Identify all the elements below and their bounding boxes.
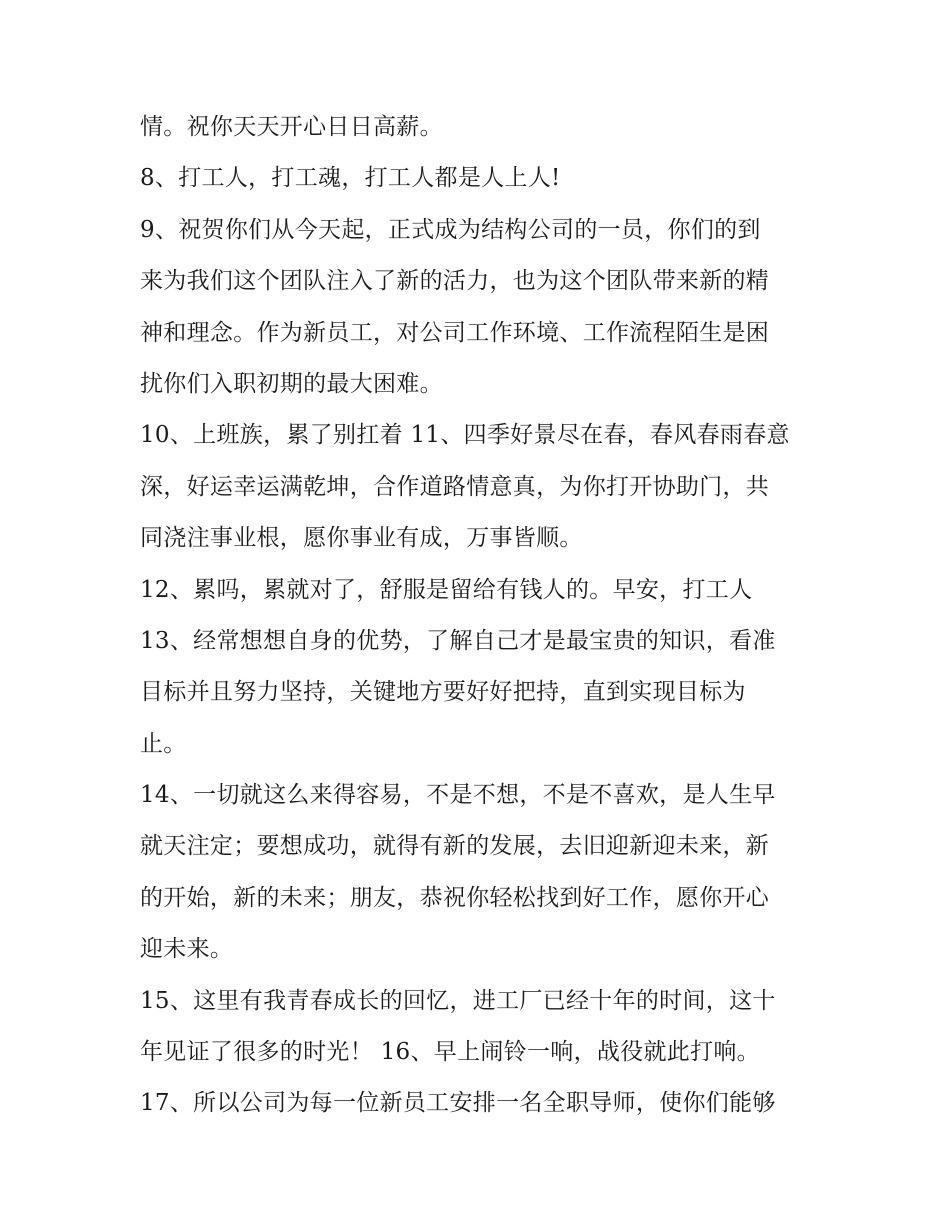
text-line-4: 来为我们这个团队注入了新的活力，也为这个团队带来新的精 <box>140 268 770 295</box>
text-line-9: 同浇注事业根，愿你事业有成，万事皆顺。 <box>140 525 583 552</box>
text-line-15: 就天注定；要想成功，就得有新的发展，去旧迎新迎未来，新 <box>140 833 770 860</box>
text-line-20: 17、所以公司为每一位新员工安排一名全职导师，使你们能够 <box>140 1090 776 1117</box>
text-line-7: 10、上班族，累了别扛着 11、四季好景尽在春，春风春雨春意 <box>140 422 790 449</box>
text-line-18: 15、这里有我青春成长的回忆，进工厂已经十年的时间，这十 <box>140 987 776 1014</box>
text-line-8: 深，好运幸运满乾坤，合作道路情意真，为你打开协助门，共 <box>140 473 770 500</box>
text-line-11: 13、经常想想自身的优势，了解自己才是最宝贵的知识，看准 <box>140 627 776 654</box>
text-line-19: 年见证了很多的时光！ 16、早上闹铃一响，战役就此打响。 <box>140 1039 760 1066</box>
text-line-13: 止。 <box>140 730 187 757</box>
text-line-16: 的开始，新的未来；朋友，恭祝你轻松找到好工作，愿你开心 <box>140 884 770 911</box>
text-line-17: 迎未来。 <box>140 936 234 963</box>
document-body <box>140 102 820 1130</box>
text-line-5: 神和理念。作为新员工，对公司工作环境、工作流程陌生是困 <box>140 319 770 346</box>
text-line-1: 情。祝你天天开心日日高薪。 <box>140 114 443 140</box>
text-line-3: 9、祝贺你们从今天起，正式成为结构公司的一员，你们的到 <box>140 216 761 243</box>
text-line-12: 目标并且努力坚持，关键地方要好好把持，直到实现目标为 <box>140 679 746 706</box>
text-line-6: 扰你们入职初期的最大困难。 <box>140 370 443 397</box>
text-line-14: 14、一切就这么来得容易，不是不想，不是不喜欢，是人生早 <box>140 782 776 809</box>
text-line-10: 12、累吗，累就对了，舒服是留给有钱人的。早安，打工人 <box>140 576 753 603</box>
text-line-2: 8、打工人，打工魂，打工人都是人上人! <box>140 165 561 192</box>
